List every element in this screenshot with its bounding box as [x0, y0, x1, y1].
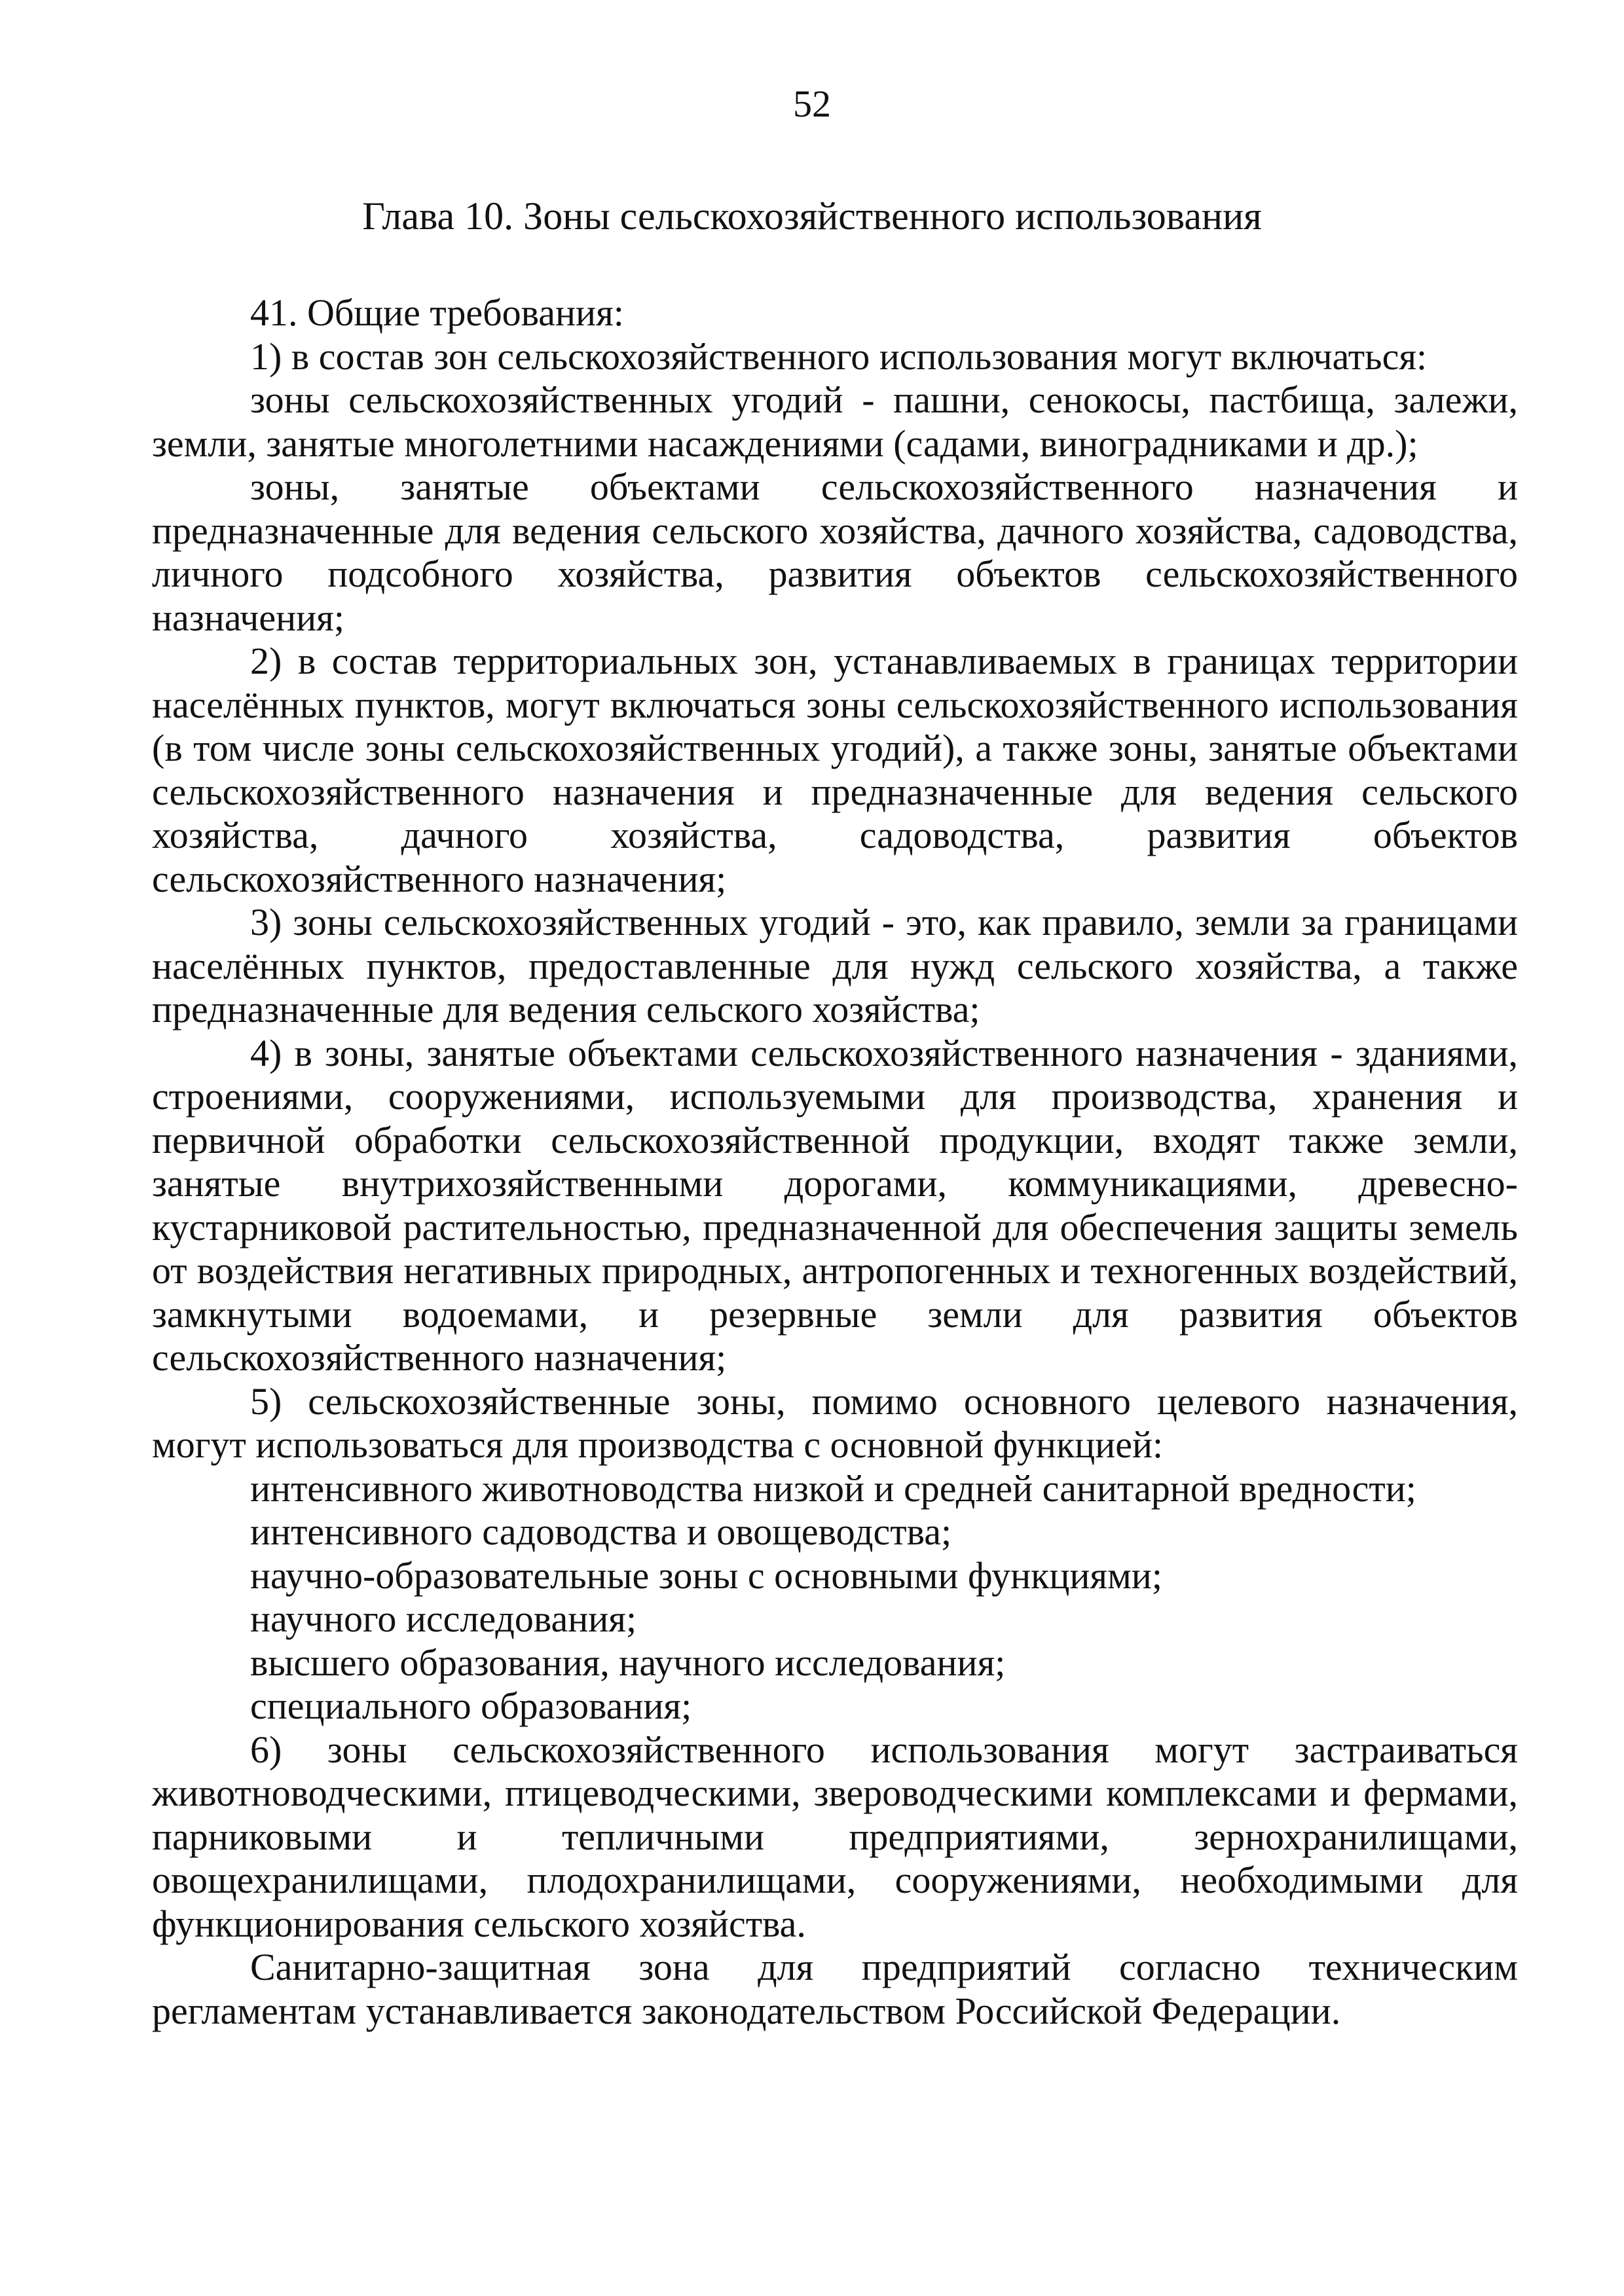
paragraph-sanitary-zone: Санитарно-защитная зона для предприятий согласно техническим регламентам устанавливается законодательством Российской Федерации.	[152, 1946, 1518, 2032]
article-heading: 41. Общие требования:	[250, 291, 624, 334]
list-item: высшего образования, научного исследования;	[250, 1641, 1006, 1684]
paragraph-item-1: 1) в состав зон сельскохозяйственного использования могут включаться:	[250, 335, 1428, 378]
list-item: научного исследования;	[250, 1597, 637, 1640]
list-item: интенсивного животноводства низкой и средней санитарной вредности;	[250, 1467, 1416, 1510]
paragraph-agricultural-objects-zones: зоны, занятые объектами сельскохозяйственного назначения и предназначенные для ведения сельского хозяйства, дачного хозяйства, садоводства, личного подсобного хозяйства, развития объектов сельскохозяйственного назначения;	[152, 465, 1518, 639]
chapter-title: Глава 10. Зоны сельскохозяйственного использования	[362, 194, 1262, 238]
paragraph-item-3: 3) зоны сельскохозяйственных угодий - это, как правило, земли за границами населённых пунктов, предоставленные для нужд сельского хозяйства, а также предназначенные для ведения сельского хозяйства;	[152, 901, 1518, 1030]
list-item: специального образования;	[250, 1685, 692, 1727]
document-body	[152, 291, 1518, 2033]
paragraph-item-6: 6) зоны сельскохозяйственного использования могут застраиваться животноводческими, птицеводческими, звероводческими комплексами и фермами, парниковыми и тепличными предприятиями, зернохранилищами, овощехранилищами, плодохранилищами, сооружениями, необходимыми для функционирования сельского хозяйства.	[152, 1728, 1518, 1945]
paragraph-item-5: 5) сельскохозяйственные зоны, помимо основного целевого назначения, могут использоваться для производства с основной функцией:	[152, 1379, 1518, 1466]
paragraph-item-2: 2) в состав территориальных зон, устанавливаемых в границах территории населённых пунктов, могут включаться зоны сельскохозяйственного использования (в том числе зоны сельскохозяйственных угодий), а также зоны, занятые объектами сельскохозяйственного назначения и предназначенные для ведения сельского хозяйства, дачного хозяйства, садоводства, развития объектов сельскохозяйственного назначения;	[152, 640, 1518, 900]
list-item: научно-образовательные зоны с основными функциями;	[250, 1554, 1162, 1597]
paragraph-agricultural-land-zones: зоны сельскохозяйственных угодий - пашни, сенокосы, пастбища, залежи, земли, занятые многолетними насаждениями (садами, виноградниками и др.);	[152, 378, 1518, 465]
list-item: интенсивного садоводства и овощеводства;	[250, 1510, 952, 1553]
paragraph-item-4: 4) в зоны, занятые объектами сельскохозяйственного назначения - зданиями, строениями, сооружениями, используемыми для производства, хранения и первичной обработки сельскохозяйственной продукции, входят также земли, занятые внутрихозяйственными дорогами, коммуникациями, древесно-кустарниковой растительностью, предназначенной для обеспечения защиты земель от воздействия негативных природных, антропогенных и техногенных воздействий, замкнутыми водоемами, и резервные земли для развития объектов сельскохозяйственного назначения;	[152, 1031, 1518, 1379]
page-number: 52	[793, 82, 831, 125]
